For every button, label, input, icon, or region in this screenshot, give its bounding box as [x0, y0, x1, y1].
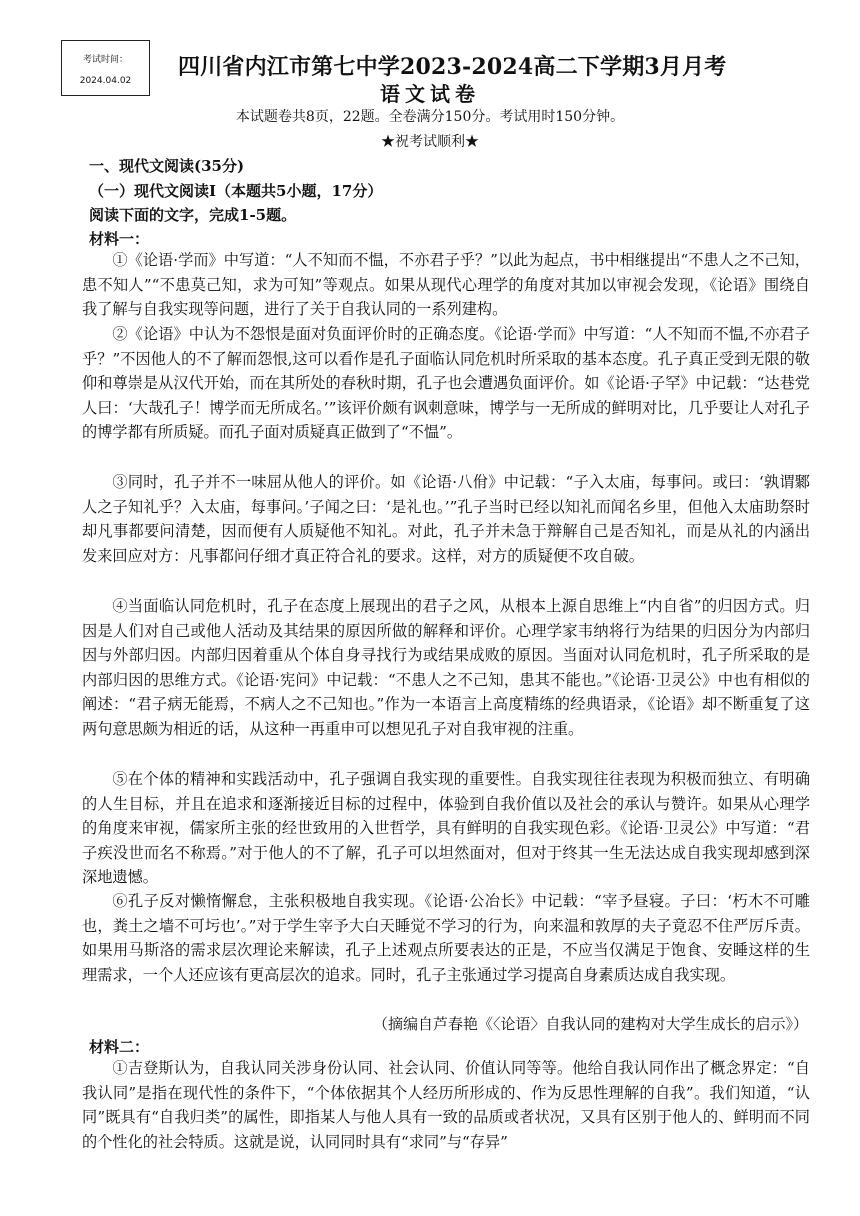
section-heading: 一、现代文阅读(35分) [89, 157, 245, 175]
exam-info: 本试题卷共8页，22题。全卷满分150分。考试用时150分钟。 [235, 109, 625, 125]
sub-heading: （一）现代文阅读I（本题共5小题，17分） [89, 182, 383, 200]
instruction: 阅读下面的文字，完成1-5题。 [89, 206, 297, 224]
exam-wish: ★祝考试顺利★ [381, 134, 479, 150]
material1-source: （摘编自芦春艳《〈论语〉自我认同的建构对大学生成长的启示》） [372, 1015, 808, 1033]
material1-paragraph-6: ⑥孔子反对懒惰懈怠，主张积极地自我实现。《论语·公冶长》中记载：“宰予昼寝。子曰：‘朽木不可雕也，粪土之墙不可圬也’。”对于学生宰予大白天睡觉不学习的行为，向来温和敦厚的夫子竟忍不住严厉斥责。如果用马斯洛的需求层次理论来解读，孔子上述观点所要表达的正是，不应当仅满足于饱食、安睡这样的生理需求，一个人还应该有更高层次的追求。同时，孔子主张通过学习提高自身素质达成自我实现。 [82, 892, 810, 984]
exam-time-value: 2024.04.02 [79, 76, 132, 86]
material1-paragraph-5: ⑤在个体的精神和实践活动中，孔子强调自我实现的重要性。自我实现往往表现为积极而独立、有明确的人生目标，并且在追求和逐渐接近目标的过程中，体验到自我价值以及社会的承认与赞许。如果从心理学的角度来审视，儒家所主张的经世致用的入世哲学，具有鲜明的自我实现色彩。《论语·卫灵公》中写道：“君子疾没世而名不称焉。”对于他人的不了解，孔子可以坦然面对，但对于终其一生无法达成自我实现却感到深深地遗憾。 [82, 770, 810, 886]
material1-paragraph-4: ④当面临认同危机时，孔子在态度上展现出的君子之风，从根本上源自思维上“内自省”的归因方式。归因是人们对自己或他人活动及其结果的原因所做的解释和评价。心理学家韦纳将行为结果的归因分为内部归因与外部归因。内部归因着重从个体自身寻找行为或结果成败的原因。当面对认同危机时，孔子所采取的是内部归因的思维方式。《论语·宪问》中记载：“不患人之不己知，患其不能也。”《论语·卫灵公》中也有相似的阐述：“君子病无能焉，不病人之不己知也。”作为一本语言上高度精练的经典语录，《论语》却不断重复了这两句意思颇为相近的话，从这种一再重申可以想见孔子对自我审视的注重。 [82, 597, 810, 738]
material1-paragraph-1: ①《论语·学而》中写道：“人不知而不愠，不亦君子乎？”以此为起点，书中相继提出“不患人之不己知，患不知人”“不患莫己知，求为可知”等观点。如果从现代心理学的角度对其加以审视会发现，《论语》围绕自我了解与自我实现等问题，进行了关于自我认同的一系列建构。 [82, 251, 810, 318]
material1-paragraph-3: ③同时，孔子并不一味屈从他人的评价。如《论语·八佾》中记载：“子入太庙，每事问。或曰：‘孰谓鄹人之子知礼乎？入太庙，每事问。’子闻之曰：‘是礼也。’”孔子当时已经以知礼而闻名乡里，但他入太庙助祭时却凡事都要问清楚，因而便有人质疑他不知礼。对此，孔子并未急于辩解自己是否知礼，而是从礼的内涵出发来回应对方：凡事都问仔细才真正符合礼的要求。这样，对方的质疑便不攻自破。 [82, 473, 810, 565]
exam-subtitle: 语文试卷 [380, 82, 480, 106]
material1-label: 材料一： [89, 230, 150, 248]
material1-paragraph-2: ②《论语》中认为不怨恨是面对负面评价时的正确态度。《论语·学而》中写道：“人不知而不愠,不亦君子乎？”不因他人的不了解而怨恨,这可以看作是孔子面临认同危机时所采取的基本态度。孔子真正受到无限的敬仰和尊崇是从汉代开始，而在其所处的春秋时期，孔子也会遭遇负面评价。如《论语·子罕》中记载：“达巷党人曰：‘大哉孔子！博学而无所成名。’”该评价颇有讽刺意味，博学与一无所成的鲜明对比，几乎要让人对孔子的博学都有所质疑。而孔子面对质疑真正做到了“不愠”。 [82, 325, 810, 441]
exam-title: 四川省内江市第七中学2023-2024高二下学期3月月考 [178, 54, 727, 80]
material2-label: 材料二： [89, 1038, 150, 1056]
exam-time-label: 考试时间： [82, 55, 128, 65]
material2-paragraph-1: ①吉登斯认为，自我认同关涉身份认同、社会认同、价值认同等等。他给自我认同作出了概念界定：“自我认同”是指在现代性的条件下，“个体依据其个人经历所形成的、作为反思性理解的自我”。我们知道，“认同”既具有“自我归类”的属性，即指某人与他人具有一致的品质或者状况，又具有区别于他人的、鲜明而不同的个性化的社会特质。这就是说，认同同时具有“求同”与“存异” [82, 1059, 810, 1151]
